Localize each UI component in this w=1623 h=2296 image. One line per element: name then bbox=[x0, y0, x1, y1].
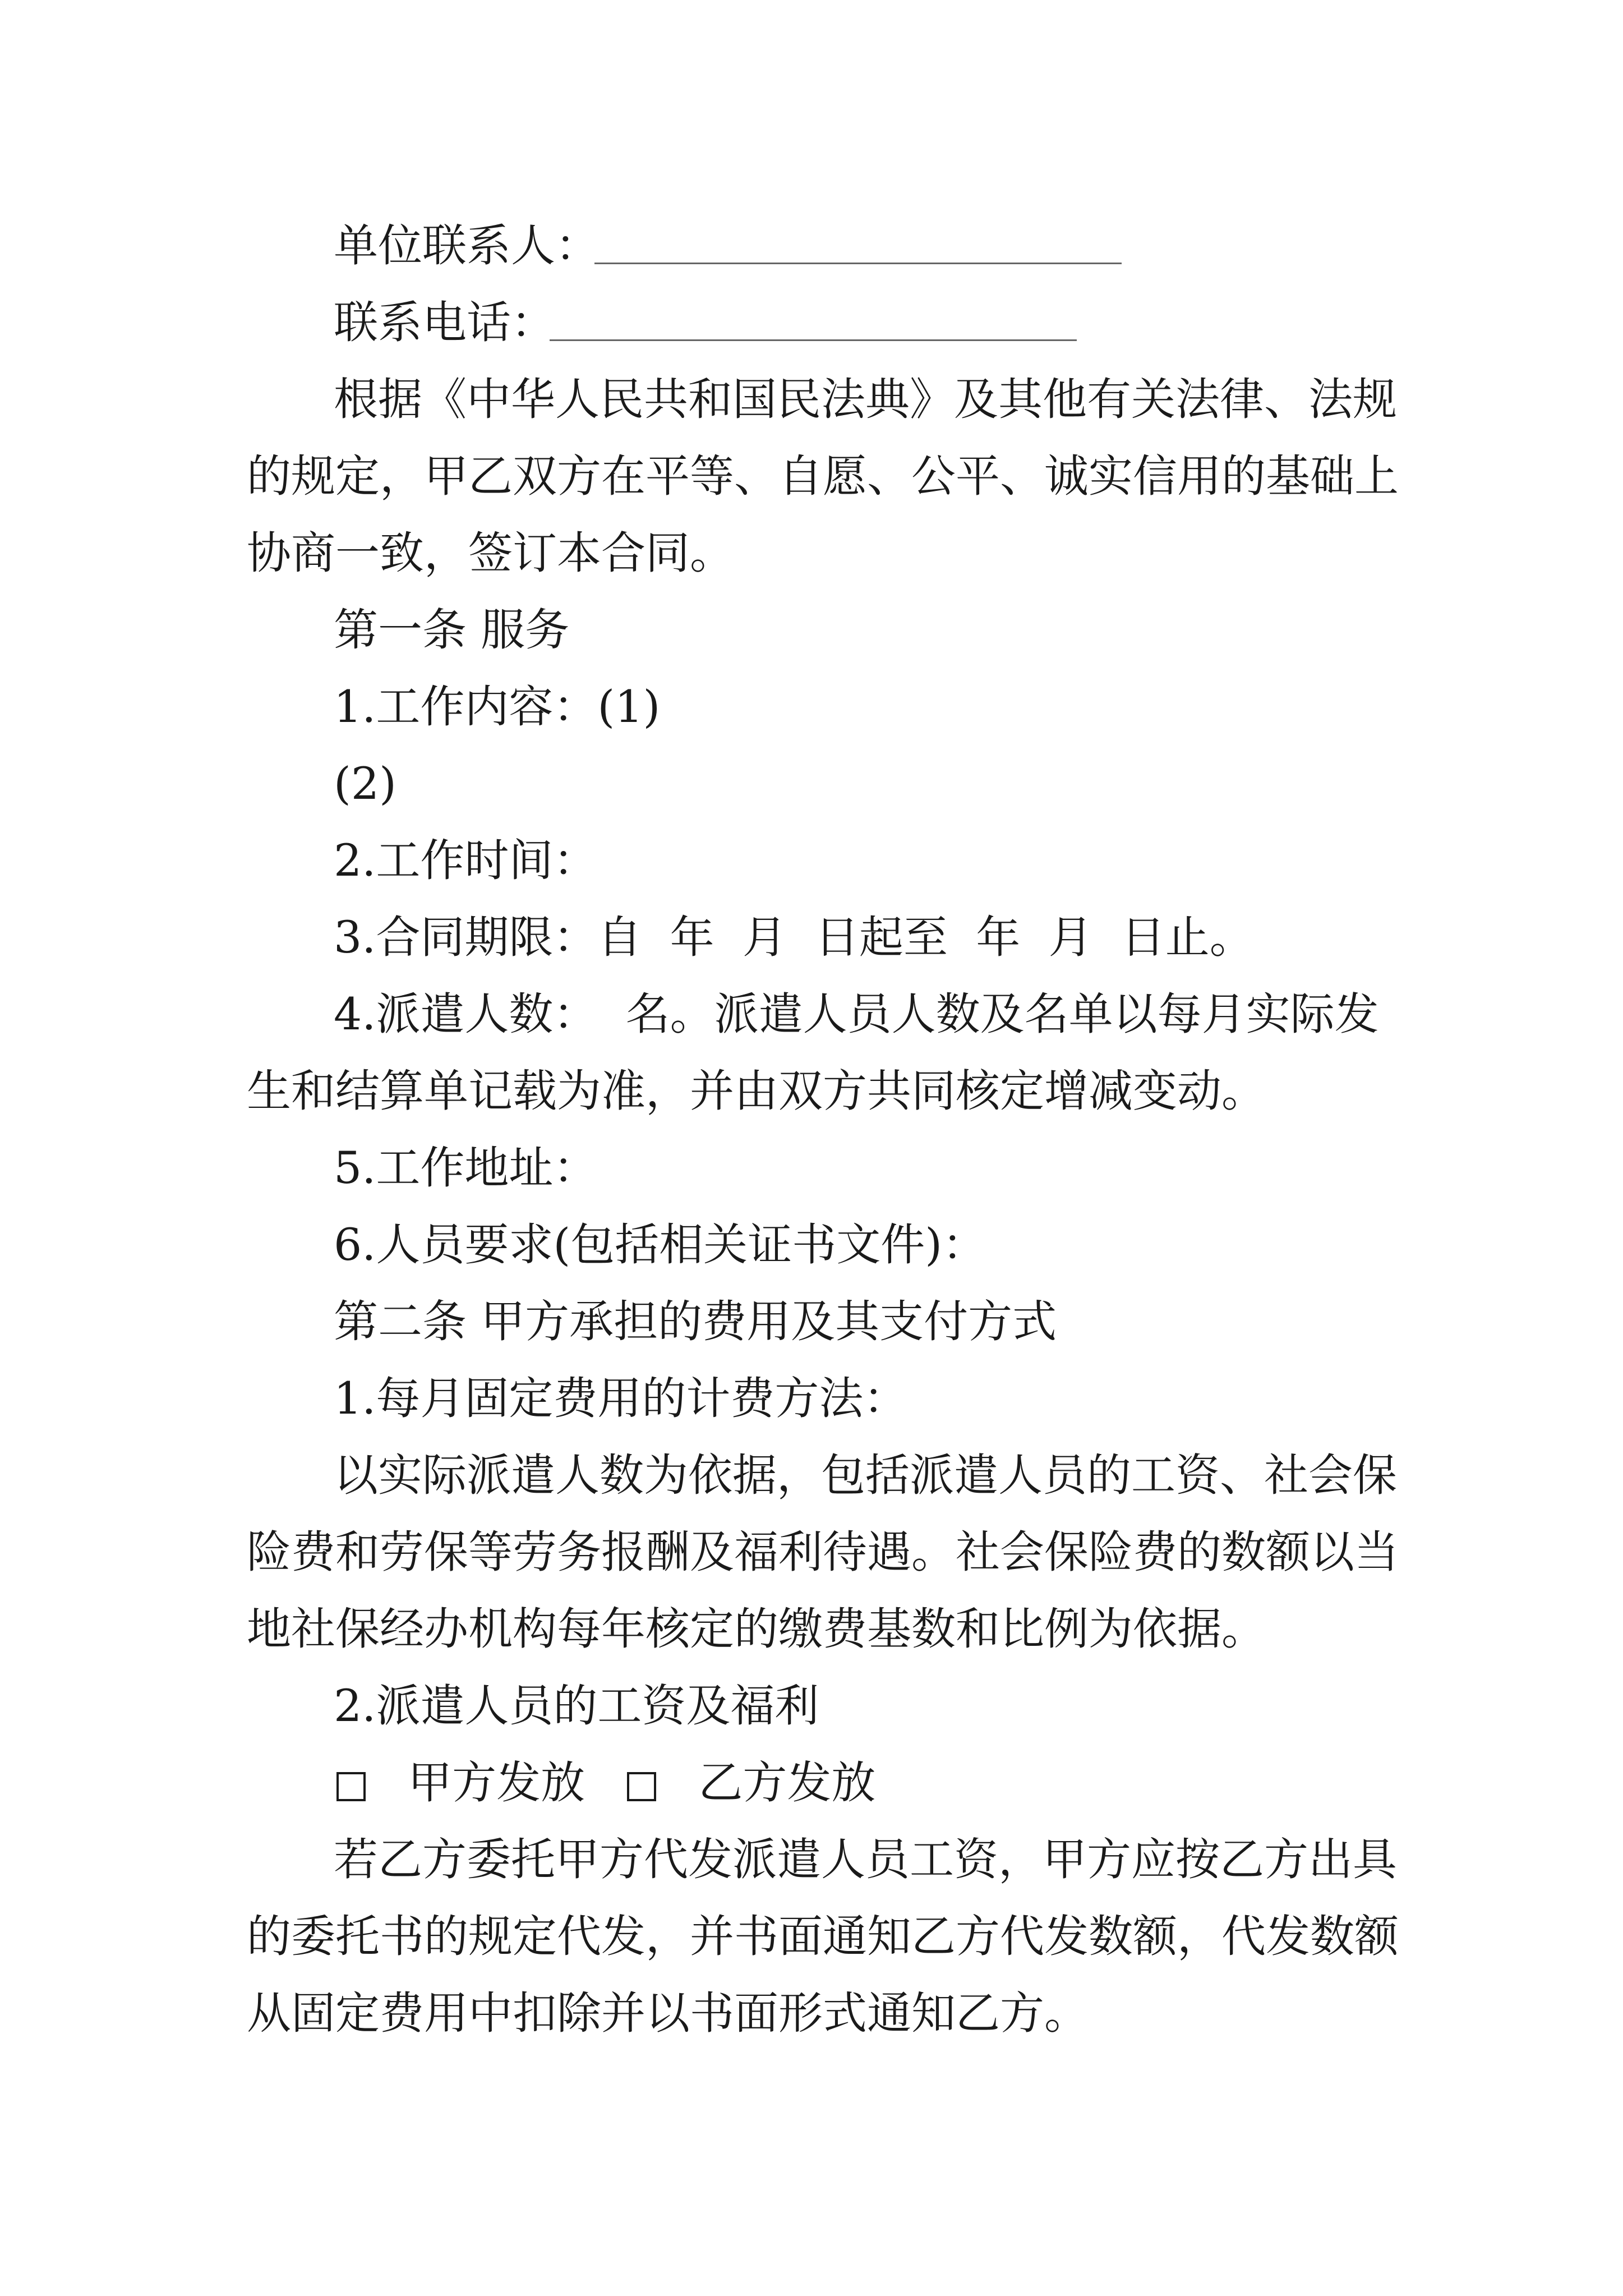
contact-phone-label: 联系电话： bbox=[334, 297, 555, 348]
option-party-b-label: 乙方发放 bbox=[698, 1757, 876, 1809]
contract-term: 3.合同期限：自 年 月 日起至 年 月 日止。 bbox=[334, 912, 1254, 963]
checkbox-party-a[interactable] bbox=[336, 1745, 366, 1821]
payment-options bbox=[0, 1745, 1623, 1821]
personnel-requirements: 6.人员要求(包括相关证书文件)： bbox=[334, 1219, 987, 1271]
option-party-a-label: 甲方发放 bbox=[408, 1757, 585, 1809]
intro-line-3: 协商一致，签订本合同。 bbox=[247, 527, 734, 579]
work-time: 2.工作时间： bbox=[334, 835, 598, 886]
entrust-line-2: 的委托书的规定代发，并书面通知乙方代发数额，代发数额 bbox=[247, 1911, 1399, 1962]
checkbox-party-b[interactable] bbox=[627, 1745, 656, 1821]
work-content-2: (2) bbox=[334, 758, 396, 809]
dispatch-count-line-2: 生和结算单记载为准，并由双方共同核定增减变动。 bbox=[247, 1065, 1266, 1117]
wages-title: 2.派遣人员的工资及福利 bbox=[334, 1680, 819, 1732]
intro-line-1: 根据《中华人民共和国民法典》及其他有关法律、法规 bbox=[334, 374, 1397, 425]
fee-method-line-2: 险费和劳保等劳务报酬及福利待遇。社会保险费的数额以当 bbox=[247, 1526, 1399, 1578]
fee-method-line-3: 地社保经办机构每年核定的缴费基数和比例为依据。 bbox=[247, 1603, 1266, 1655]
contact-person-line bbox=[0, 208, 1623, 284]
contact-phone-line bbox=[0, 284, 1623, 361]
work-content: 1.工作内容：(1) bbox=[334, 681, 661, 733]
work-address: 5.工作地址： bbox=[334, 1142, 598, 1194]
contact-person-label: 单位联系人： bbox=[334, 220, 600, 272]
fee-method-title: 1.每月固定费用的计费方法： bbox=[334, 1373, 908, 1424]
fee-method-line-1: 以实际派遣人数为依据，包括派遣人员的工资、社会保 bbox=[334, 1450, 1397, 1501]
entrust-line-3: 从固定费用中扣除并以书面形式通知乙方。 bbox=[247, 1987, 1089, 2039]
article1-title: 第一条 服务 bbox=[334, 604, 570, 656]
intro-line-2: 的规定，甲乙双方在平等、自愿、公平、诚实信用的基础上 bbox=[247, 450, 1399, 502]
contact-phone-blank[interactable] bbox=[550, 339, 1077, 341]
dispatch-count-line-1: 4.派遣人数： 名。派遣人员人数及名单以每月实际发 bbox=[334, 988, 1379, 1040]
article2-title: 第二条 甲方承担的费用及其支付方式 bbox=[334, 1296, 1057, 1347]
entrust-line-1: 若乙方委托甲方代发派遣人员工资，甲方应按乙方出具 bbox=[334, 1834, 1397, 1885]
contact-person-blank[interactable] bbox=[594, 263, 1122, 264]
